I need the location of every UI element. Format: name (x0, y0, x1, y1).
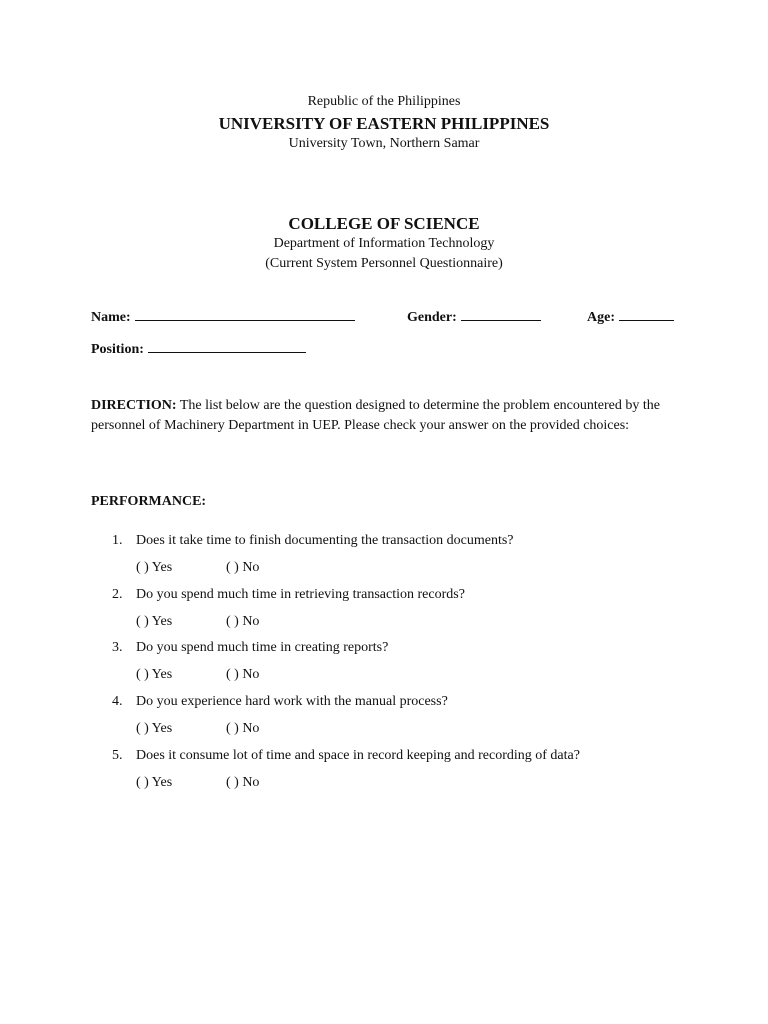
section-title: PERFORMANCE: (91, 494, 207, 509)
question-text: Do you experience hard work with the manual process? (136, 694, 448, 709)
direction-paragraph (91, 396, 681, 435)
no-option[interactable]: ( ) No (226, 614, 260, 629)
gender-label: Gender: (407, 310, 457, 325)
gender-blank[interactable] (461, 306, 541, 321)
question-number: 1. (112, 533, 123, 548)
yes-option[interactable]: ( ) Yes (136, 775, 173, 790)
question-number: 4. (112, 694, 123, 709)
question-4-choices (136, 721, 259, 737)
position-field (91, 338, 306, 358)
name-blank[interactable] (135, 306, 355, 321)
direction-label: DIRECTION: (91, 398, 177, 413)
university-title: UNIVERSITY OF EASTERN PHILIPPINES (218, 114, 550, 133)
name-field (91, 306, 355, 326)
question-3-choices (136, 667, 259, 683)
age-label: Age: (587, 310, 615, 325)
yes-option[interactable]: ( ) Yes (136, 560, 173, 575)
republic-text: Republic of the Philippines (307, 94, 461, 109)
question-text: Do you spend much time in retrieving transaction records? (136, 587, 465, 602)
age-field (587, 306, 674, 326)
yes-option[interactable]: ( ) Yes (136, 667, 173, 682)
question-text: Does it consume lot of time and space in record keeping and recording of data? (136, 748, 580, 763)
question-text: Do you spend much time in creating reports? (136, 640, 389, 655)
question-2-choices (136, 614, 259, 630)
location-text: University Town, Northern Samar (288, 136, 480, 151)
age-blank[interactable] (619, 306, 674, 321)
direction-text: The list below are the question designed to determine the problem encountered by the personnel of Machinery Department in UEP. Please check your answer on the provided choices: (91, 398, 660, 433)
position-blank[interactable] (148, 338, 306, 353)
no-option[interactable]: ( ) No (226, 721, 260, 736)
question-3 (112, 640, 388, 656)
question-5-choices (136, 775, 259, 791)
question-1-choices (136, 560, 259, 576)
college-title: COLLEGE OF SCIENCE (288, 214, 480, 233)
questionnaire-subtitle: (Current System Personnel Questionnaire) (265, 256, 503, 271)
gender-field (407, 306, 541, 326)
question-text: Does it take time to finish documenting the transaction documents? (136, 533, 514, 548)
department-text: Department of Information Technology (273, 236, 495, 251)
no-option[interactable]: ( ) No (226, 775, 260, 790)
position-label: Position: (91, 342, 144, 357)
question-2 (112, 587, 465, 603)
no-option[interactable]: ( ) No (226, 667, 260, 682)
question-number: 5. (112, 748, 123, 763)
question-number: 2. (112, 587, 123, 602)
question-5 (112, 748, 580, 764)
question-4 (112, 694, 448, 710)
yes-option[interactable]: ( ) Yes (136, 721, 173, 736)
question-number: 3. (112, 640, 123, 655)
name-label: Name: (91, 310, 131, 325)
no-option[interactable]: ( ) No (226, 560, 260, 575)
question-1 (112, 533, 514, 549)
yes-option[interactable]: ( ) Yes (136, 614, 173, 629)
